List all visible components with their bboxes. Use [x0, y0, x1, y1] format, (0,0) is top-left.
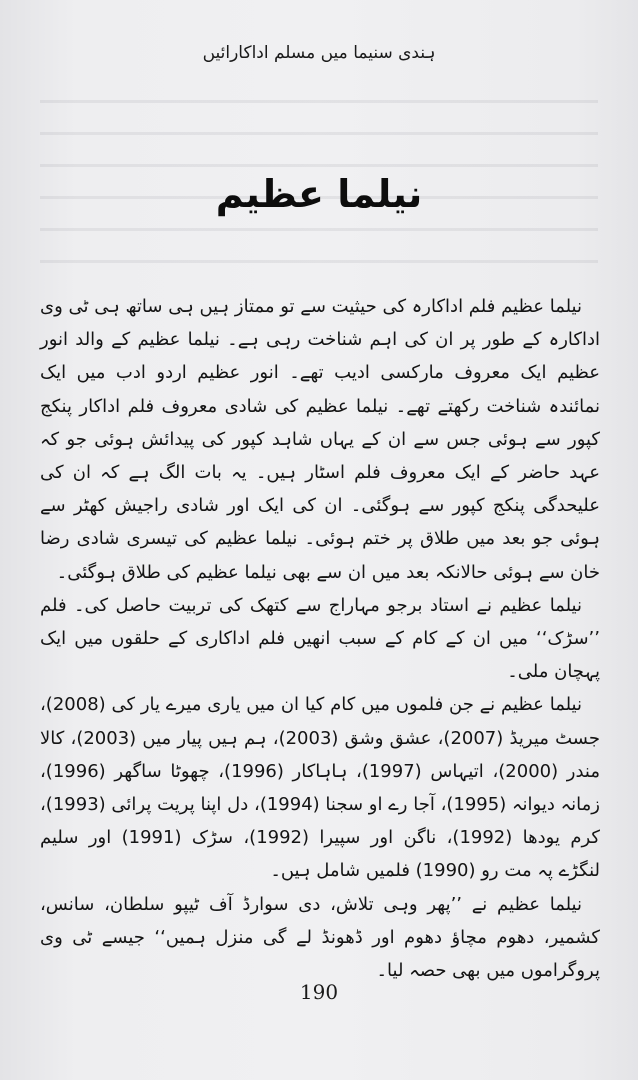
page-number: 190: [299, 980, 339, 1004]
running-header: ہندی سنیما میں مسلم اداکارائیں: [202, 43, 436, 63]
chapter-title: نیلما عظیم: [215, 172, 423, 216]
paragraph-biography: نیلما عظیم فلم اداکارہ کی حیثیت سے تو ممتاز ہیں ہی ساتھ ہی ٹی وی اداکارہ کے طور پر ان کی اہم شناخت رہی ہے۔ نیلما عظیم کے والد انور عظیم ایک معروف مارکسی ادیب تھے۔ انور عظیم اردو ادب میں ایک نمائندہ شناخت رکھتے تھے۔ نیلما عظیم کی شادی معروف فلم اداکار پنکج کپور سے ہوئی جس سے ان کے یہاں شاہد کپور کی پیدائش ہوئی جو کہ عہد حاضر کے ایک معروف فلم اسٹار ہیں۔ یہ بات الگ ہے کہ ان کی علیحدگی پنکج کپور سے ہوگئی۔ ان کی ایک اور شادی راجیش کھٹر سے ہوئی جو بعد میں طلاق پر ختم ہوئی۔ نیلما عظیم کی تیسری شادی رضا خان سے ہوئی حالانکہ بعد میں ان سے بھی نیلما عظیم کی طلاق ہوگئی۔: [40, 296, 600, 583]
paragraph-filmography: نیلما عظیم نے جن فلموں میں کام کیا ان میں یاری میرے یار کی (2008)، جسٹ میریڈ (2007)، عشق وشق (2003)، ہم ہیں پیار میں (2003)، کالا مندر (2000)، اتیہاس (1997)، ہاہاکار (1996)، چھوٹا ساگھر (1996)، زمانہ دیوانہ (1995)، آجا رے او سجنا (1994)، دل اپنا پریت پرائی (1993)، کرم یودھا (1992)، ناگن اور سپیرا (1992)، سڑک (1991) اور سلیم لنگڑے پہ مت رو (1990) فلمیں شامل ہیں۔: [40, 694, 601, 882]
paragraph-television: نیلما عظیم نے ’’پھر وہی تلاش، دی سوارڈ آف ٹیپو سلطان، سانس، کشمیر، دھوم مچاؤ دھوم اور ڈھونڈ لے گی منزل ہمیں‘‘ جیسے ٹی وی پروگراموں میں بھی حصہ لیا۔: [40, 893, 600, 982]
body-text: [40, 290, 600, 987]
paragraph-training: نیلما عظیم نے استاد برجو مہاراج سے کتھک کی تربیت حاصل کی۔ فلم ’’سڑک‘‘ میں ان کے کام کے سبب انھیں فلم اداکاری کے حلقوں میں ایک پہچان ملی۔: [40, 594, 600, 683]
